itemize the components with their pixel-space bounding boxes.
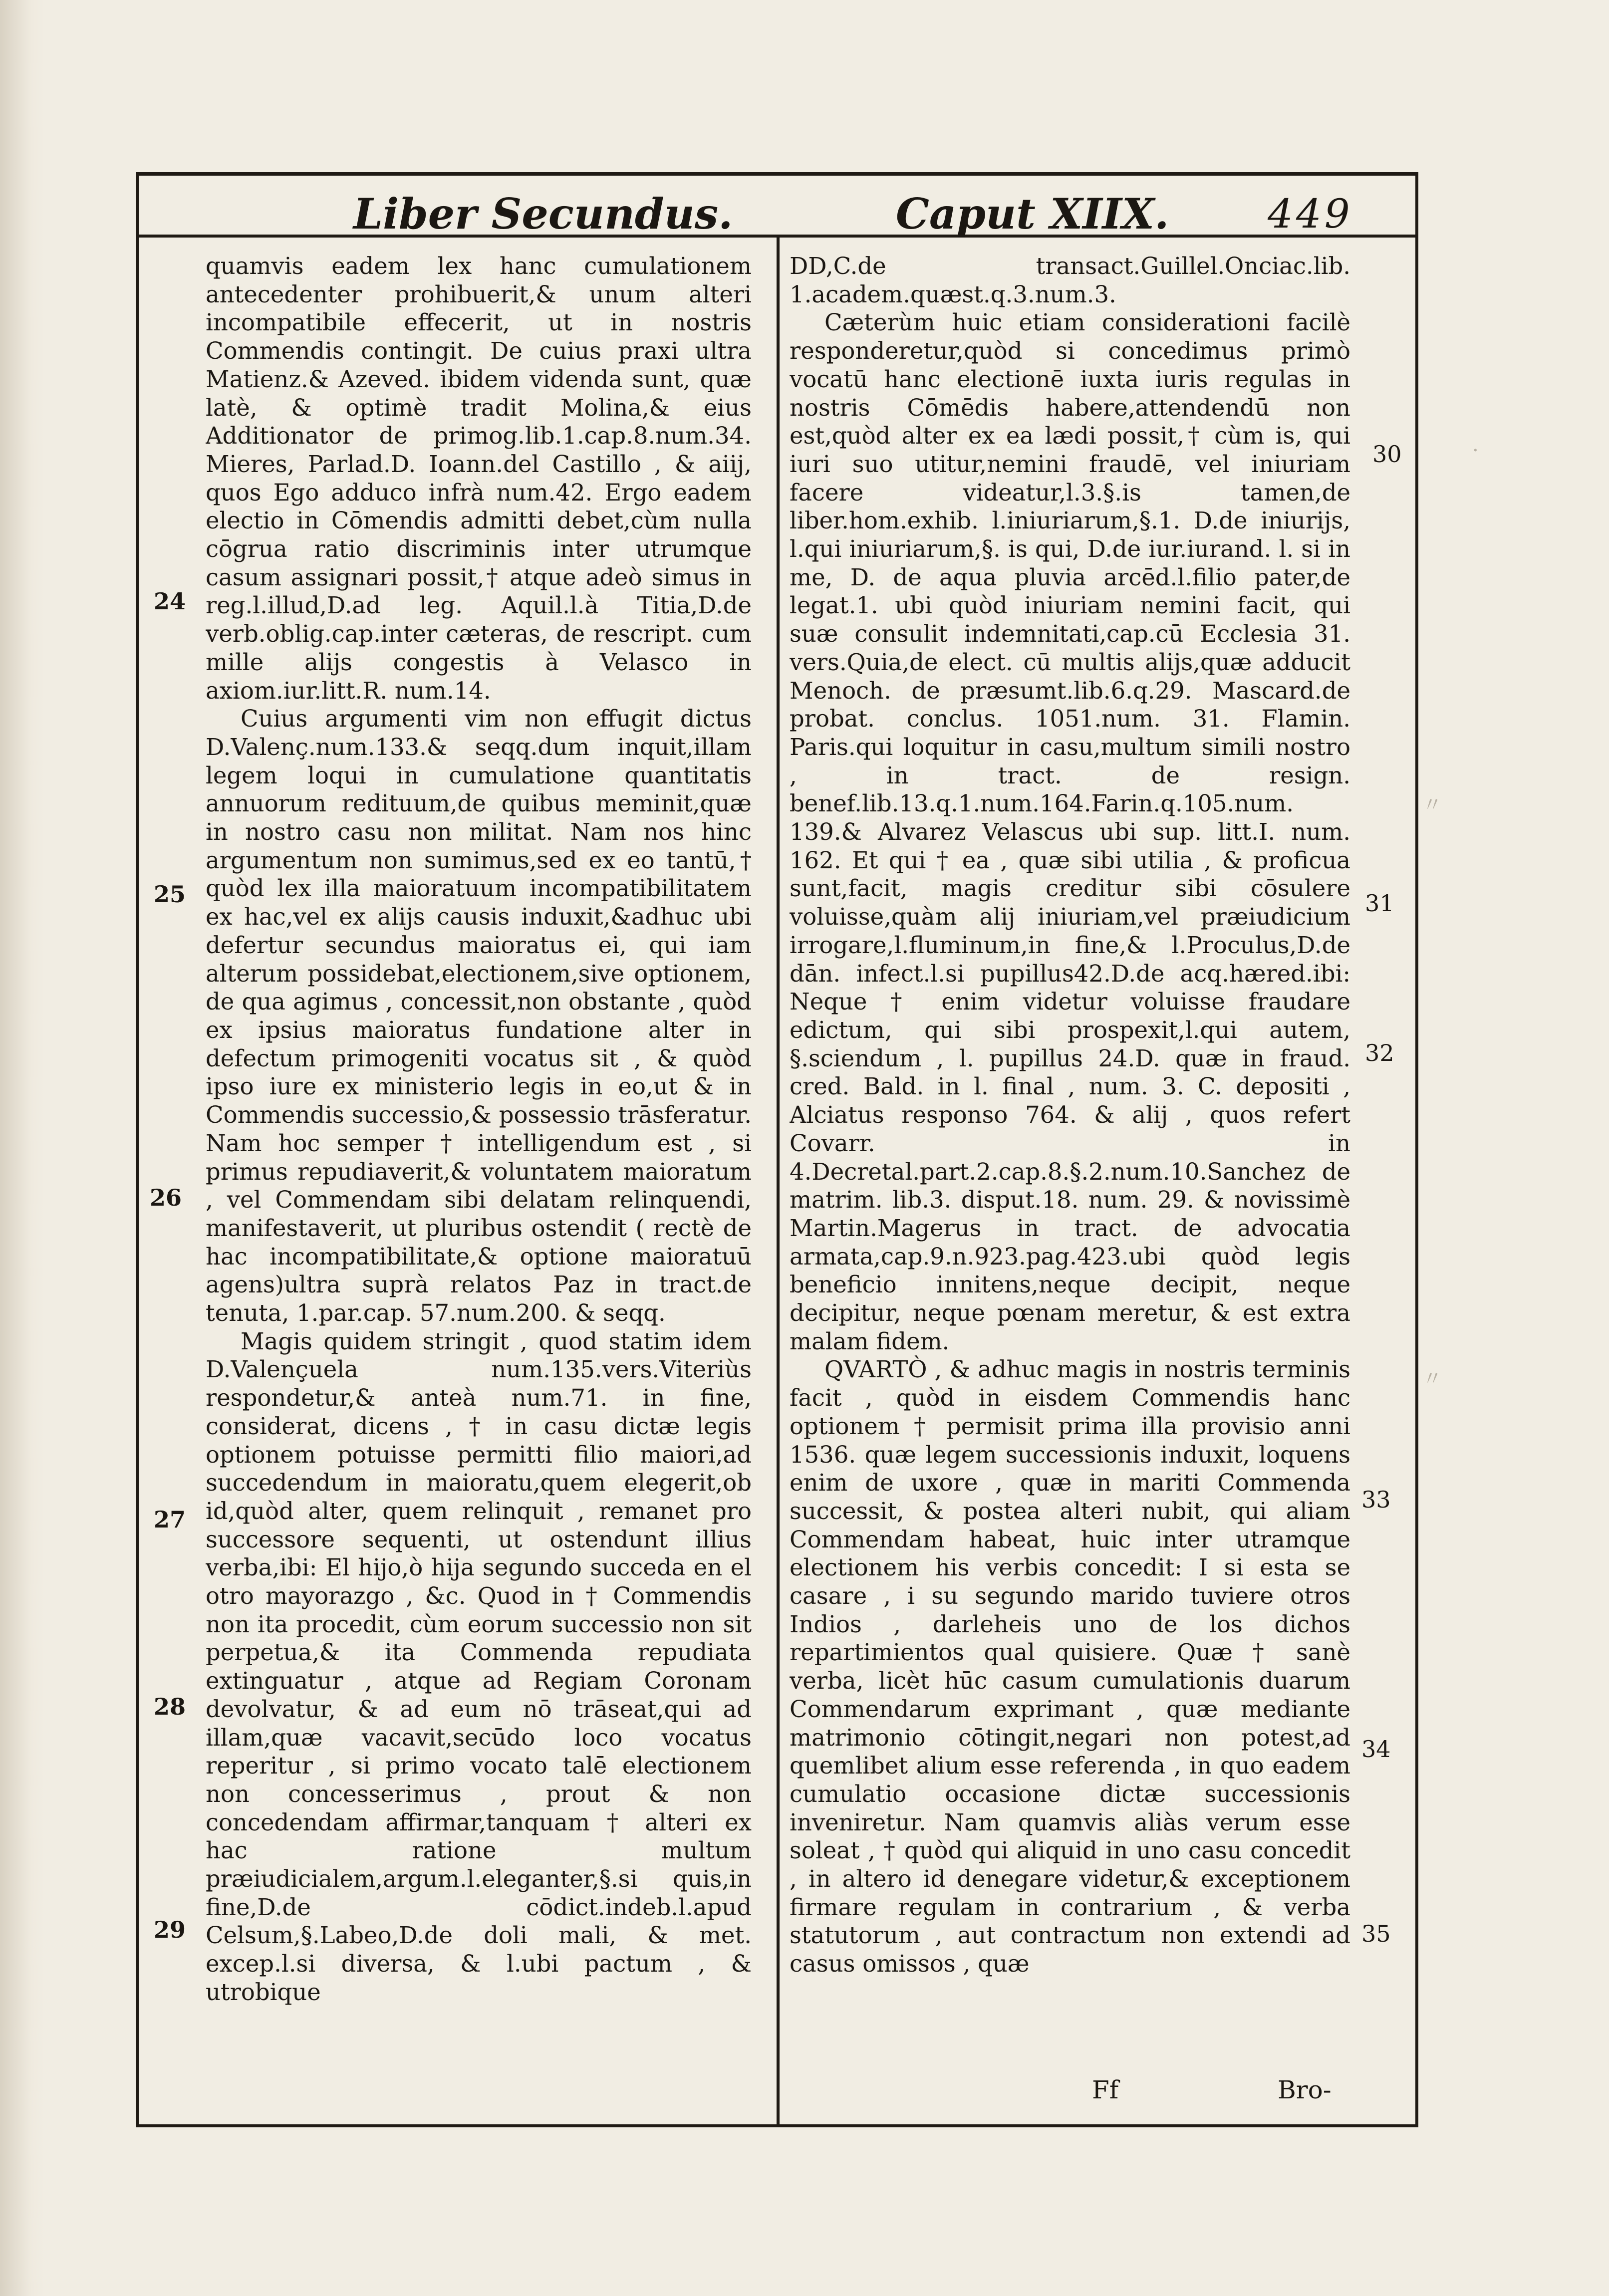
- margin-number-29: 29: [154, 1916, 186, 1943]
- margin-number-31: 31: [1365, 890, 1394, 917]
- margin-number-27: 27: [154, 1506, 186, 1533]
- margin-number-35: 35: [1361, 1920, 1391, 1947]
- bleed-through-mark: 〃: [1422, 1367, 1442, 1390]
- right-paragraph-1: DD,C.de transact.Guillel.Onciac.lib. 1.academ.quæst.q.3.num.3.: [790, 253, 1350, 308]
- margin-number-26: 26: [150, 1184, 182, 1211]
- right-paragraph-3: QVARTÒ , & adhuc magis in nostris terminis facit , quòd in eisdem Commendis hanc optionem † permisit prima illa provisio anni 1536. quæ legem successionis induxit, loquens enim de uxore , quæ in mariti Commenda successit, & postea alteri nubit, qui aliam Commendam habeat, huic inter utramque electionem his verbis concedit: I si esta se casare , i su segundo marido tuviere otros Indios , darleheis uno de los dichos repartimientos qual quisiere. Quæ † sanè verba, licèt hūc casum cumulationis duarum Commendarum exprimant , quæ mediante matrimonio cōtingit,negari non potest,ad quemlibet alium esse referenda , in quo eadem cumulatio occasione dictæ successionis inveniretur. Nam quamvis aliàs verum esse soleat , † quòd qui aliquid in uno casu concedit , in altero id denegare videtur,& exceptionem firmare regulam in contrarium , & verba statutorum , aut contractum non extendi ad casus omissos , quæ: [790, 1356, 1350, 1978]
- margin-number-24: 24: [154, 588, 186, 615]
- running-title-left: Liber Secundus.: [353, 189, 733, 239]
- signature-mark: Ff: [1092, 2075, 1119, 2104]
- left-column-text: [206, 252, 752, 2063]
- margin-number-25: 25: [154, 881, 186, 908]
- column-divider: [777, 238, 780, 2124]
- gutter-shadow: [0, 0, 45, 2296]
- margin-number-28: 28: [154, 1693, 186, 1720]
- margin-number-34: 34: [1361, 1736, 1391, 1763]
- left-paragraph-2: Cuius argumenti vim non effugit dictus D.Valenç.num.133.& seqq.dum inquit,illam legem loqui in cumulatione quantitatis annuorum redituum,de quibus meminit,quæ in nostro casu non militat. Nam nos hinc argumentum non sumimus,sed ex eo tantū,† quòd lex illa maioratuum incompatibilitatem ex hac,vel ex alijs causis induxit,&adhuc ubi defertur secundus maioratus ei, qui iam alterum possidebat,electionem,sive optionem, de qua agimus , concessit,non obstante , quòd ex ipsius maioratus fundatione alter in defectum primogeniti vocatus sit , & quòd ipso iure ex ministerio legis in eo,ut & in Commendis successio,& possessio trāsferatur. Nam hoc semper † intelligendum est , si primus repudiaverit,& voluntatem maioratum , vel Commendam sibi delatam relinquendi, manifestaverit, ut pluribus ostendit ( rectè de hac incompatibilitate,& optione maioratuū agens)ultra suprà relatos Paz in tract.de tenuta, 1.par.cap. 57.num.200. & seqq.: [206, 705, 752, 1327]
- margin-number-30: 30: [1372, 441, 1402, 468]
- running-title-chapter: Caput XIIX.: [896, 189, 1169, 239]
- right-paragraph-2: Cæterùm huic etiam considerationi facilè responderetur,quòd si concedimus primò vocatū hanc electionē iuxta iuris regulas in nostris Cōmēdis habere,attendendū non est,quòd alter ex ea lædi possit,† cùm is, qui iuri suo utitur,nemini fraudē, vel iniuriam facere videatur,l.3.§.is tamen,de liber.hom.exhib. l.iniuriarum,§.1. D.de iniurijs, l.qui iniuriarum,§. is qui, D.de iur.iurand. l. si in me, D. de aqua pluvia arcēd.l.filio pater,de legat.1. ubi quòd iniuriam nemini facit, qui suæ consulit indemnitati,cap.cū Ecclesia 31. vers.Quia,de elect. cū multis alijs,quæ adducit Menoch. de præsumt.lib.6.q.29. Mascard.de probat. conclus. 1051.num. 31. Flamin. Paris.qui loquitur in casu,multum simili nostro , in tract. de resign. benef.lib.13.q.1.num.164.Farin.q.105.num. 139.& Alvarez Velascus ubi sup. litt.I. num. 162. Et qui † ea , quæ sibi utilia , & proficua sunt,facit, magis creditur sibi cōsulere voluisse,quàm alij iniuriam,vel præiudicium irrogare,l.fluminum,in fine,& l.Proculus,D.de dān. infect.l.si pupillus42.D.de acq.hæred.ibi: Neque † enim videtur voluisse fraudare edictum, qui sibi prospexit,l.qui autem, §.sciendum , l. pupillus 24.D. quæ in fraud. cred. Bald. in l. final , num. 3. C. depositi , Alciatus responso 764. & alij , quos refert Covarr. in 4.Decretal.part.2.cap.8.§.2.num.10.Sanchez de matrim. lib.3. disput.18. num. 29. & novissimè Martin.Magerus in tract. de advocatia armata,cap.9.n.923.pag.423.ubi quòd legis beneficio innitens,neque decipit, neque decipitur, neque pœnam meretur, & est extra malam fidem.: [790, 309, 1350, 1355]
- margin-number-32: 32: [1365, 1039, 1394, 1066]
- page-number: 449: [1268, 191, 1353, 237]
- bleed-through-mark: ·: [1472, 439, 1479, 462]
- bleed-through-mark: 〃: [1422, 793, 1442, 816]
- catchword: Bro-: [1278, 2075, 1332, 2104]
- left-paragraph-1: quamvis eadem lex hanc cumulationem antecedenter prohibuerit,& unum alteri incompatibile effecerit, ut in nostris Commendis contingit. De cuius praxi ultra Matienz.& Azeved. ibidem videnda sunt, quæ latè, & optimè tradit Molina,& eius Additionator de primog.lib.1.cap.8.num.34. Mieres, Parlad.D. Ioann.del Castillo , & aiij, quos Ego adduco infrà num.42. Ergo eadem electio in Cōmendis admitti debet,cùm nulla cōgrua ratio discriminis inter utrumque casum assignari possit,† atque adeò simus in reg.l.illud,D.ad leg. Aquil.l.à Titia,D.de verb.oblig.cap.inter cæteras, de rescript. cum mille alijs congestis à Velasco in axiom.iur.litt.R. num.14.: [206, 253, 752, 704]
- left-paragraph-3: Magis quidem stringit , quod statim idem D.Valençuela num.135.vers.Viteriùs respondetur,& anteà num.71. in fine, considerat, dicens , † in casu dictæ legis optionem potuisse permitti filio maiori,ad succedendum in maioratu,quem elegerit,ob id,quòd alter, quem relinquit , remanet pro successore sequenti, ut ostendunt illius verba,ibi: El hijo,ò hija segundo succeda en el otro mayorazgo , &c. Quod in † Commendis non ita procedit, cùm eorum successio non sit perpetua,& ita Commenda repudiata extinguatur , atque ad Regiam Coronam devolvatur, & ad eum nō trāseat,qui ad illam,quæ vacavit,secūdo loco vocatus reperitur , si primo vocato talē electionem non concesserimus , prout & non concedendam affirmar,tanquam † alteri ex hac ratione multum præiudicialem,argum.l.eleganter,§.si quis,in fine,D.de cōdict.indeb.l.apud Celsum,§.Labeo,D.de doli mali, & met. excep.l.si diversa, & l.ubi pactum , & utrobique: [206, 1327, 752, 2006]
- margin-number-33: 33: [1361, 1486, 1391, 1513]
- right-column-text: [790, 252, 1350, 2063]
